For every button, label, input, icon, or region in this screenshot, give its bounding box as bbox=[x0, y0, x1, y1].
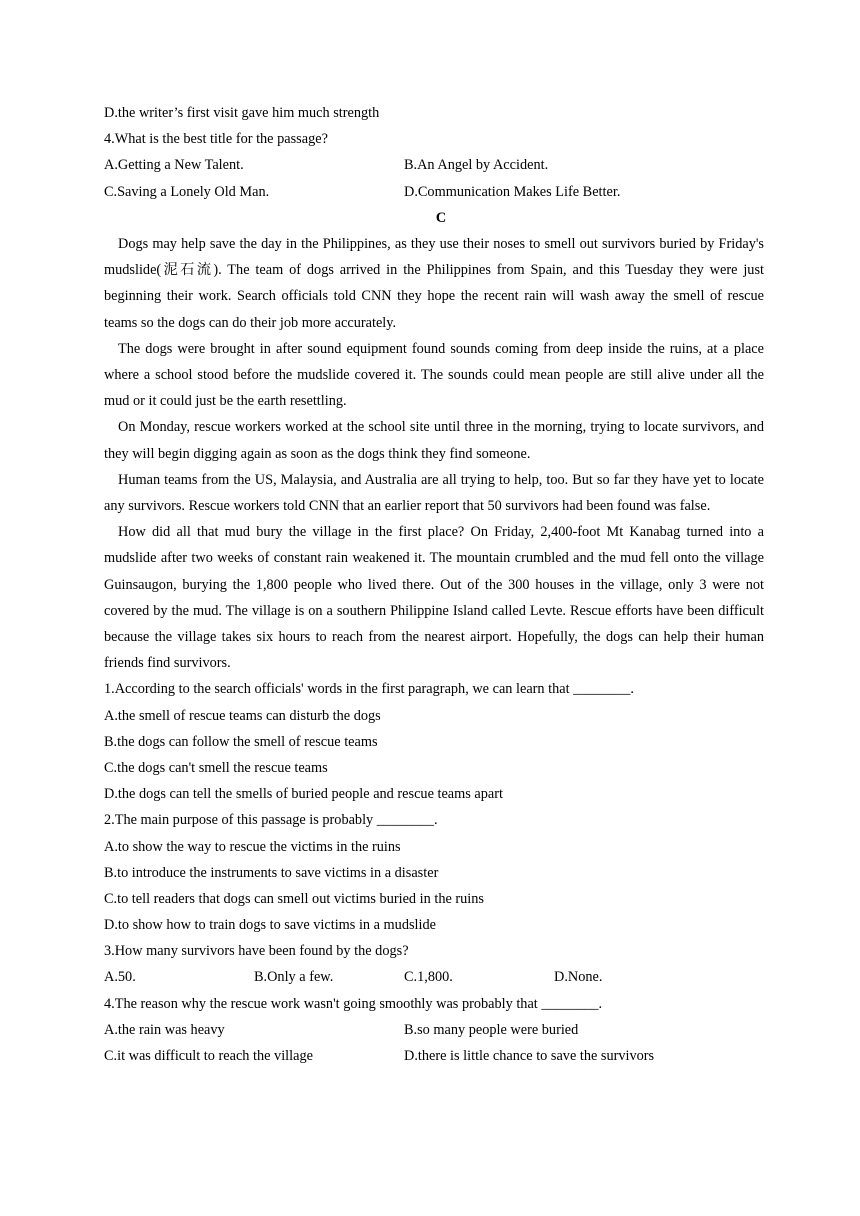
document-page bbox=[104, 100, 764, 1069]
q2-option-d: D.to show how to train dogs to save victims in a mudslide bbox=[104, 917, 436, 934]
q4-option-c: C.it was difficult to reach the village bbox=[104, 1048, 313, 1065]
q1-option-c: C.the dogs can't smell the rescue teams bbox=[104, 759, 328, 776]
q2-question: 2.The main purpose of this passage is probably ________. bbox=[104, 812, 438, 829]
q1-option-a: A.the smell of rescue teams can disturb the dogs bbox=[104, 707, 381, 724]
q4-option-a: A.the rain was heavy bbox=[104, 1021, 225, 1038]
passage-paragraph-3: On Monday, rescue workers worked at the school site until three in the morning, trying to locate survivors, and they will begin digging again as soon as the dogs think they find someone. bbox=[104, 419, 764, 462]
q2-option-c: C.to tell readers that dogs can smell out victims buried in the ruins bbox=[104, 890, 484, 907]
passage-paragraph-5: How did all that mud bury the village in the first place? On Friday, 2,400-foot Mt Kanabag turned into a mudslide after two weeks of constant rain weakened it. The mountain crumbled and the mud fell onto the village Guinsaugon, burying the 1,800 people who lived there. Out of the 300 houses in the village, only 3 were not covered by the mud. The village is on a southern Philippine Island called Levte. Rescue efforts have been difficult because the village takes six hours to reach from the nearest airport. Hopefully, the dogs can help their human friends find survivors. bbox=[104, 524, 764, 672]
q3-option-a: A.50. bbox=[104, 969, 136, 986]
passage-paragraph-4: Human teams from the US, Malaysia, and Australia are all trying to help, too. But so far they have yet to locate any survivors. Rescue workers told CNN that an earlier report that 50 survivors had been found was false. bbox=[104, 471, 764, 514]
q3-option-b: B.Only a few. bbox=[254, 969, 334, 986]
q1-option-b: B.the dogs can follow the smell of rescue teams bbox=[104, 733, 378, 750]
prev-q4-question: 4.What is the best title for the passage? bbox=[104, 131, 328, 148]
q3-option-d: D.None. bbox=[554, 969, 603, 986]
prev-q4-option-d: D.Communication Makes Life Better. bbox=[404, 183, 621, 200]
q3-question: 3.How many survivors have been found by the dogs? bbox=[104, 943, 409, 960]
q1-option-d: D.the dogs can tell the smells of buried people and rescue teams apart bbox=[104, 786, 503, 803]
q4-options-row2 bbox=[104, 1043, 764, 1069]
section-title: C bbox=[435, 209, 447, 226]
q4-option-d: D.there is little chance to save the survivors bbox=[404, 1048, 655, 1065]
q3-options-row bbox=[104, 964, 764, 990]
q3-option-c: C.1,800. bbox=[404, 969, 453, 986]
q2-option-a: A.to show the way to rescue the victims in the ruins bbox=[104, 838, 401, 855]
q1-question: 1.According to the search officials' words in the first paragraph, we can learn that ________. bbox=[104, 681, 634, 698]
prev-q3-option-d: D.the writer’s first visit gave him much strength bbox=[104, 105, 380, 121]
prev-q4-option-a: A.Getting a New Talent. bbox=[104, 157, 244, 174]
passage-paragraph-2: The dogs were brought in after sound equipment found sounds coming from deep inside the ruins, at a place where a school stood before the mudslide covered it. The sounds could mean people are still alive under all the mud or it could just be the earth resettling. bbox=[104, 340, 764, 410]
prev-q4-option-c: C.Saving a Lonely Old Man. bbox=[104, 183, 270, 200]
passage-paragraph-1: Dogs may help save the day in the Philippines, as they use their noses to smell out survivors buried by Friday's mudslide(泥石流). The team of dogs arrived in the Philippines from Spain, and this Tuesday they were just beginning their work. Search officials told CNN they hope the recent rain will wash away the smell of rescue teams so the dogs can do their job more accurately. bbox=[104, 235, 764, 331]
prev-q4-options-row1 bbox=[104, 152, 764, 178]
q4-question: 4.The reason why the rescue work wasn't going smoothly was probably that ________. bbox=[104, 995, 603, 1012]
q2-option-b: B.to introduce the instruments to save victims in a disaster bbox=[104, 864, 439, 881]
q4-options-row1 bbox=[104, 1017, 764, 1043]
q4-option-b: B.so many people were buried bbox=[404, 1021, 579, 1038]
prev-q4-option-b: B.An Angel by Accident. bbox=[404, 157, 549, 174]
prev-q4-options-row2 bbox=[104, 179, 764, 205]
